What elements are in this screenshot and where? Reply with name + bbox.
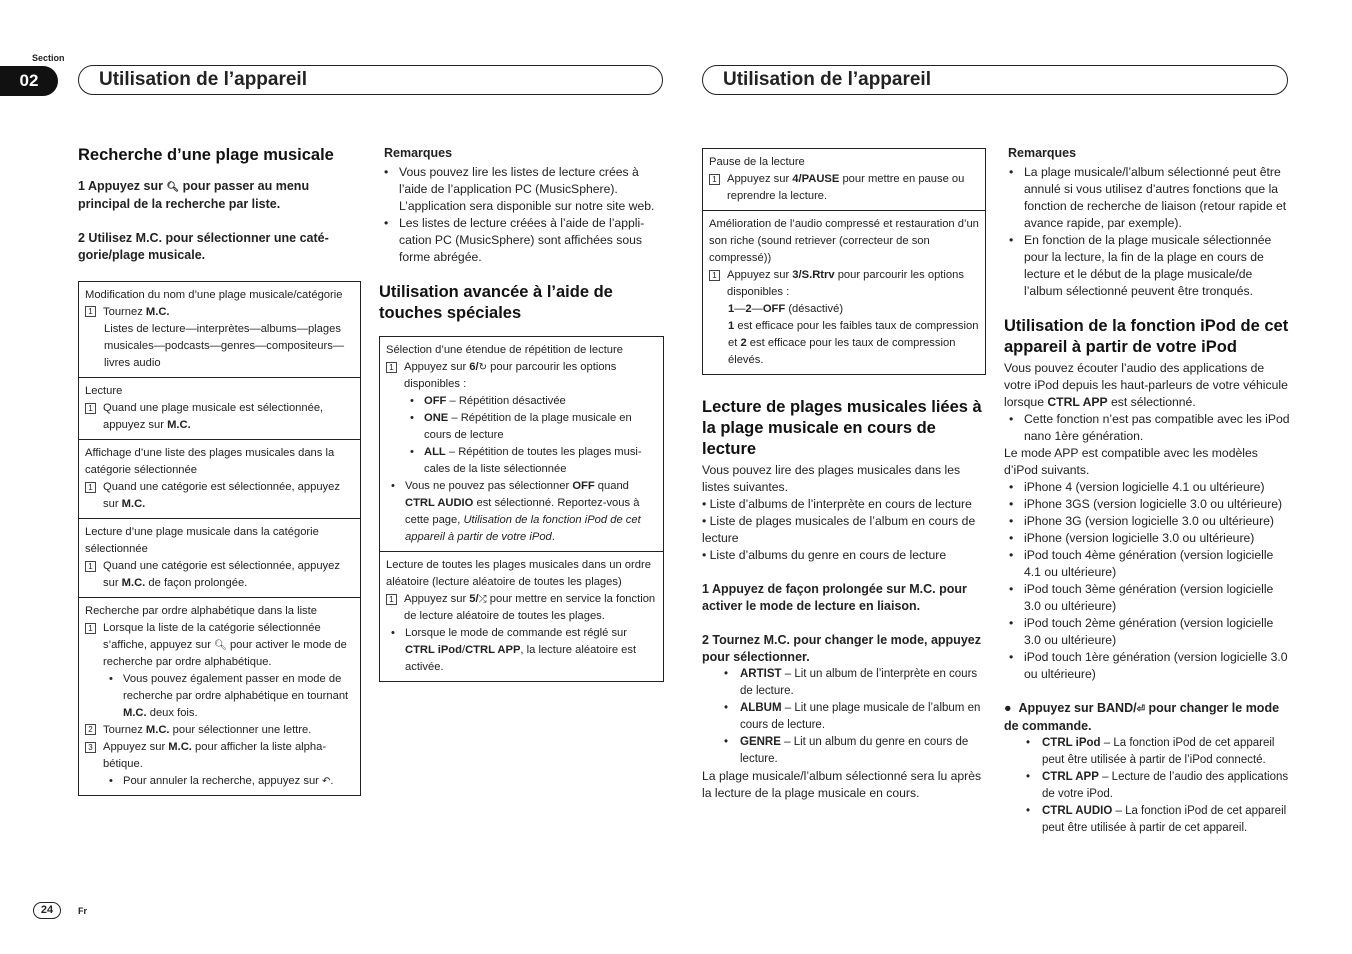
language-label: Fr — [78, 906, 87, 916]
list-item: • CTRL AUDIO – La fonction iPod de cet appareil peut être utilisée à partir de cet appareil. — [1004, 803, 1290, 837]
remarks-list — [379, 164, 664, 266]
list-item: • En fonction de la plage musicale sélectionnée pour la lecture, la fin de la plage en cours de lecture et le début de la plage musicale/de l’album sélectionné peuvent être tronqués. — [1004, 232, 1290, 300]
section-label: Section — [32, 53, 65, 63]
list-item: • Liste d’albums du genre en cours de lecture — [702, 548, 947, 562]
back-icon: ⏎ — [1136, 704, 1145, 715]
table-row: Pause de la lecture 1 Appuyez sur 4/PAUSE pour mettre en pause ou reprendre la lecture. — [703, 149, 985, 211]
column-2 — [379, 145, 664, 682]
column-1 — [78, 145, 361, 796]
list-item: • iPhone 3GS (version logicielle 3.0 ou ultérieure) — [1004, 496, 1290, 513]
list-item: • Cette fonction n’est pas compatible avec les iPod nano 1ère génération. — [1004, 411, 1290, 445]
step-1: 1 Appuyez de façon prolongée sur M.C. pour activer le mode de lecture en liaison. — [702, 582, 967, 613]
table-row: Lecture d’une plage musicale dans la catégorie sélectionnée 1 Quand une catégorie est sélectionnée, appuyez sur M.C. de façon prolongée. — [79, 519, 360, 598]
table-row: Modification du nom d’une plage musicale/catégorie 1 Tournez M.C. Listes de lecture—interprètes—albums—plages musicales—podcasts—genres—compositeurs—livres audio — [79, 282, 360, 378]
intro-text: Vous pouvez lire des plages musicales dans les listes suivantes. — [702, 463, 961, 494]
step-1: 1 Appuyez sur 🔍︎ pour passer au menu principal de la recherche par liste. — [78, 179, 310, 211]
list-item: • GENRE – Lit un album du genre en cours de lecture. — [702, 734, 986, 768]
paragraph: Le mode APP est compatible avec les modèles d’iPod suivants. — [1004, 446, 1258, 477]
remarks-title: Remarques — [1008, 146, 1077, 160]
list-item: • CTRL iPod – La fonction iPod de cet appareil peut être utilisée à partir de l’iPod connecté. — [1004, 735, 1290, 769]
step-2: 2 Utilisez M.C. pour sélectionner une catégorie/plage musicale. — [78, 231, 329, 262]
remarks-title: Remarques — [384, 146, 453, 160]
heading-linked-play: Lecture de plages musicales liées à la plage musicale en cours de lecture — [702, 398, 982, 458]
model-list — [1004, 479, 1290, 683]
step-band: ● Appuyez sur BAND/⏎ pour changer le mode de commande. — [1004, 701, 1280, 733]
column-4 — [1004, 145, 1290, 837]
page-title-left: Utilisation de l’appareil — [78, 65, 663, 95]
return-icon: ↶ — [322, 776, 331, 787]
list-item: • CTRL APP – Lecture de l’audio des applications de votre iPod. — [1004, 769, 1290, 803]
list-item: • Liste de plages musicales de l’album en cours de lecture — [702, 514, 976, 545]
page-number: 24 — [33, 902, 61, 919]
list-item: • La plage musicale/l’album sélectionné peut être annulé si vous utilisez d’autres fonctions que la fonction de recherche de liaison (retour rapide et avance rapide, par exemple). — [1004, 164, 1290, 232]
paragraph: Vous pouvez écouter l’audio des applications de votre iPod depuis les haut-parleurs de votre véhicule lorsque CTRL APP est sélectionné. — [1004, 361, 1288, 409]
step-2: 2 Tournez M.C. pour changer le mode, appuyez pour sélectionner. — [702, 633, 981, 664]
table-row: Amélioration de l’audio compressé et restauration d’un son riche (sound retriever (correcteur de son compressé)) 1 Appuyez sur 3/S.Rtrv pour parcourir les options disponibles : 1—2—OFF (désactivé) 1 est efficace pour les faibles taux de compression et 2 est efficace pour les taux de compression élevés. — [709, 218, 979, 366]
function-table-3 — [702, 148, 986, 375]
search-icon: 🔍︎ — [166, 182, 180, 193]
table-row: Sélection d’une étendue de répétition de lecture 1 Appuyez sur 6/↻ pour parcourir les options disponibles : • OFF – Répétition désactivée • ONE – Répétition de la plage musicale en cours de lecture • ALL – Répétition de toutes les plages musicales de la liste sélectionnée • Vous ne pouvez pas sélectionner OFF quand CTRL AUDIO est sélectionné. Reportez-vous à cette page, Utilisation de la fonction iPod de cet appareil à partir de votre iPod. — [380, 337, 663, 552]
section-number: 02 — [0, 66, 58, 96]
function-table-2 — [379, 336, 664, 682]
list-item: • ALBUM – Lit une plage musicale de l’album en cours de lecture. — [702, 700, 986, 734]
heading-advanced: Utilisation avancée à l’aide de touches spéciales — [379, 283, 613, 322]
list-item: • Liste d’albums de l’interprète en cours de lecture — [702, 497, 972, 511]
note-list — [1004, 411, 1290, 445]
list-item: • iPod touch 3ème génération (version logicielle 3.0 ou ultérieure) — [1004, 581, 1290, 615]
page-title-right: Utilisation de l’appareil — [702, 65, 1288, 95]
list-item: • iPhone 4 (version logicielle 4.1 ou ultérieure) — [1004, 479, 1290, 496]
list-item: • iPhone 3G (version logicielle 3.0 ou ultérieure) — [1004, 513, 1290, 530]
outro-text: La plage musicale/l’album sélectionné sera lu après la lecture de la plage musicale en cours. — [702, 769, 982, 800]
list-item: • iPod touch 4ème génération (version logicielle 4.1 ou ultérieure) — [1004, 547, 1290, 581]
list-item: • Vous pouvez lire les listes de lecture crées à l’aide de l’application PC (MusicSphere). L’application sera disponible sur notre site web. — [379, 164, 664, 215]
list-item: • Les listes de lecture créées à l’aide de l’application PC (MusicSphere) sont affichées sous forme abrégée. — [379, 215, 664, 266]
table-row: Affichage d’une liste des plages musicales dans la catégorie sélectionnée 1 Quand une catégorie est sélectionnée, appuyez sur M.C. — [79, 440, 360, 519]
heading-ipod-function: Utilisation de la fonction iPod de cet appareil à partir de votre iPod — [1004, 317, 1289, 356]
mode-list — [702, 666, 986, 768]
list-item: • iPhone (version logicielle 3.0 ou ultérieure) — [1004, 530, 1290, 547]
list-item: • iPod touch 1ère génération (version logicielle 3.0 ou ultérieure) — [1004, 649, 1290, 683]
table-row: Recherche par ordre alphabétique dans la liste 1 Lorsque la liste de la catégorie sélectionnée s’affiche, appuyez sur 🔍︎ pour activer le mode de recherche par ordre alphabétique. • Vous pouvez également passer en mode de recherche par ordre alphabétique en tournant M.C. deux fois. 2 Tournez M.C. pour sélectionner une lettre. 3 Appuyez sur M.C. pour afficher la liste alphabétique. • Pour annuler la recherche, appuyez sur ↶. — [79, 598, 360, 795]
column-3 — [702, 148, 986, 802]
table-row: Lecture 1 Quand une plage musicale est sélectionnée, appuyez sur M.C. — [79, 378, 360, 440]
function-table-1 — [78, 281, 361, 796]
table-row: Lecture de toutes les plages musicales dans un ordre aléatoire (lecture aléatoire de toutes les plages) 1 Appuyez sur 5/⤮ pour mettre en service la fonction de lecture aléatoire de toutes les plages. • Lorsque le mode de commande est réglé sur CTRL iPod/CTRL APP, la lecture aléatoire est activée. — [386, 559, 656, 673]
shuffle-icon: ⤮ — [478, 594, 487, 605]
control-mode-list — [1004, 735, 1290, 837]
repeat-icon: ↻ — [478, 362, 488, 373]
list-item: • ARTIST – Lit un album de l’interprète en cours de lecture. — [702, 666, 986, 700]
heading-track-search: Recherche d’une plage musicale — [78, 146, 334, 164]
list-item: • iPod touch 2ème génération (version logicielle 3.0 ou ultérieure) — [1004, 615, 1290, 649]
remarks-list — [1004, 164, 1290, 300]
search-icon: 🔍︎ — [214, 640, 227, 651]
